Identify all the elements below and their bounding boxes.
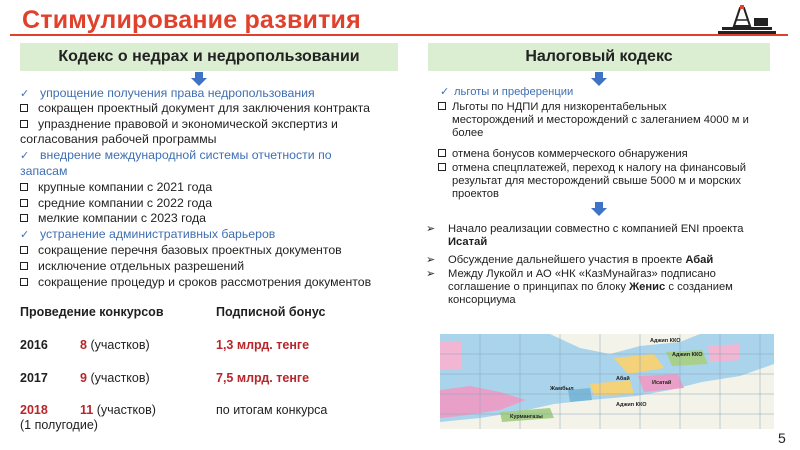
tenders-column-header: Проведение конкурсов: [20, 305, 164, 319]
checkbox-icon: [20, 183, 28, 191]
title-underline: [10, 34, 788, 36]
map-label: Курмангазы: [510, 414, 543, 420]
checkmark-icon: ✓: [20, 229, 30, 241]
checkbox-icon: [20, 214, 28, 222]
project-item-zhenis-cont: консорциума: [448, 294, 516, 306]
tender-count: 9 (участков): [80, 371, 150, 385]
mineral-code-header: Кодекс о недрах и недропользовании: [20, 43, 398, 71]
measure-item: сокращение процедур и сроков рассмотрения документов: [20, 275, 371, 289]
arrow-down-icon: [591, 72, 607, 86]
page-title: Стимулирование развития: [22, 6, 361, 34]
checkbox-icon: [20, 262, 28, 270]
project-item-eni: ➢ Начало реализации совместно с компанией ENI проекта: [426, 223, 744, 235]
tax-item: отмена бонусов коммерческого обнаружения: [438, 148, 688, 161]
bonus-column-header: Подписной бонус: [216, 305, 326, 319]
tender-bonus: 1,3 млрд. тенге: [216, 338, 310, 352]
map-label: Аджип ККО: [616, 402, 647, 408]
map-label: Абай: [616, 376, 630, 382]
tax-item: Льготы по НДПИ для низкорентабельных: [438, 101, 667, 114]
arrow-down-icon: [591, 202, 607, 216]
tax-code-header: Налоговый кодекс: [428, 43, 770, 71]
measure-item: согласования рабочей программы: [20, 132, 217, 146]
project-item-abay: ➢ Обсуждение дальнейшего участия в проекте Абай: [426, 254, 714, 266]
map-label: Исатай: [652, 380, 672, 386]
page-number: 5: [778, 430, 786, 446]
tax-item-cont: проектов: [452, 188, 499, 200]
checkmark-icon: ✓: [20, 150, 30, 162]
project-name-isatay: Исатай: [448, 236, 488, 248]
tax-item-cont: месторождений и месторождений с залеганием 4000 м и: [452, 114, 749, 126]
checkbox-icon: [20, 104, 28, 112]
map-label: Аджип ККО: [672, 352, 703, 358]
tender-bonus: 7,5 млрд. тенге: [216, 371, 310, 385]
tender-year: 2016: [20, 338, 48, 352]
tender-bonus: по итогам конкурса: [216, 403, 328, 417]
measure-item: ✓ упрощение получения права недропользования: [20, 86, 315, 100]
checkmark-icon: ✓: [20, 88, 30, 100]
oil-rig-icon: [716, 4, 778, 36]
measure-item: исключение отдельных разрешений: [20, 259, 244, 273]
measure-item: упразднение правовой и экономической экспертиз и: [20, 117, 338, 131]
measure-item: ✓ внедрение международной системы отчетности по: [20, 148, 332, 162]
tax-item-cont: более: [452, 127, 484, 139]
measure-item: запасам: [20, 164, 68, 178]
measure-item: сокращен проектный документ для заключения контракта: [20, 101, 370, 115]
checkbox-icon: [20, 278, 28, 286]
tender-count: 11 (участков): [80, 403, 156, 417]
tender-year: 2017: [20, 371, 48, 385]
arrow-down-icon: [191, 72, 207, 86]
tax-item: отмена спецплатежей, переход к налогу на финансовый: [438, 162, 746, 175]
project-item-zhenis-cont: соглашение о принципах по блоку Женис с созданием: [448, 281, 733, 293]
tax-item-cont: результат для месторождений свыше 5000 м и морских: [452, 175, 742, 187]
tender-note: (1 полугодие): [20, 418, 98, 432]
measure-item: сокращение перечня базовых проектных документов: [20, 243, 342, 257]
checkbox-icon: [20, 120, 28, 128]
map-label: Аджип ККО: [650, 338, 681, 344]
measure-item: мелкие компании с 2023 года: [20, 211, 206, 225]
benefits-heading: ✓ льготы и преференции: [440, 86, 574, 98]
measure-item: ✓ устранение административных барьеров: [20, 227, 276, 241]
tender-year: 2018: [20, 403, 48, 417]
tender-count: 8 (участков): [80, 338, 150, 352]
caspian-blocks-map: [440, 334, 774, 429]
checkbox-icon: [20, 246, 28, 254]
map-label: Жамбыл: [550, 386, 574, 392]
project-item-zhenis: ➢ Между Лукойл и АО «НК «КазМунайгаз» подписано: [426, 268, 716, 280]
checkbox-icon: [20, 199, 28, 207]
measure-item: средние компании с 2022 года: [20, 196, 212, 210]
measure-item: крупные компании с 2021 года: [20, 180, 212, 194]
